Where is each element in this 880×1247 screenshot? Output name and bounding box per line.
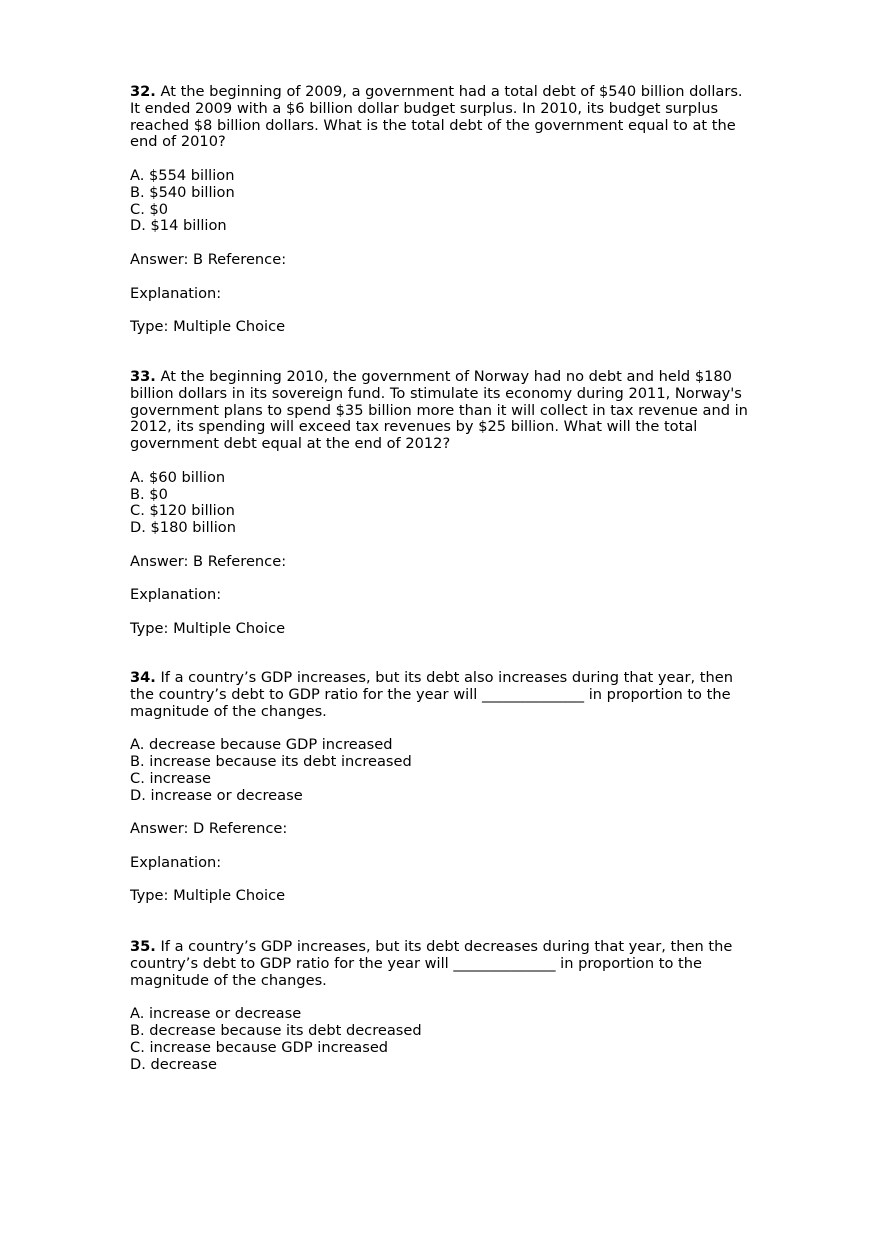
option-c: C. $0 <box>130 200 169 218</box>
option-b: B. $0 <box>130 485 168 503</box>
type-line: Type: Multiple Choice <box>130 887 286 905</box>
option-b: B. increase because its debt increased <box>130 752 412 770</box>
answer-options <box>130 470 755 537</box>
explanation-line: Explanation: <box>130 853 222 871</box>
question-35 <box>130 939 755 1073</box>
option-a: A. $60 billion <box>130 468 226 486</box>
question-34 <box>130 670 755 905</box>
type-line: Type: Multiple Choice <box>130 619 286 637</box>
option-b: B. decrease because its debt decreased <box>130 1021 422 1039</box>
option-c: C. increase because GDP increased <box>130 1038 389 1056</box>
answer-line: Answer: B Reference: <box>130 552 287 570</box>
answer-options <box>130 168 755 235</box>
question-body: At the beginning 2010, the government of Norway had no debt and held $180 billion dollars in its sovereign fund. To stimulate its economy during 2011, Norway's government plans to spend $35 billion more than it will collect in tax revenue and in 2012, its spending will exceed tax revenues by $25 billion. What will the total government debt equal at the end of 2012? <box>130 368 748 453</box>
explanation-line: Explanation: <box>130 586 222 604</box>
option-c: C. $120 billion <box>130 502 235 520</box>
option-d: D. increase or decrease <box>130 786 303 804</box>
option-a: A. $554 billion <box>130 166 235 184</box>
question-number: 32. <box>130 83 156 100</box>
option-b: B. $540 billion <box>130 183 235 201</box>
question-text <box>130 670 755 720</box>
question-number: 35. <box>130 938 156 955</box>
answer-line: Answer: D Reference: <box>130 820 288 838</box>
answer-line: Answer: B Reference: <box>130 250 287 268</box>
answer-options <box>130 1006 755 1073</box>
question-32 <box>130 84 755 336</box>
question-text <box>130 939 755 989</box>
question-number: 34. <box>130 669 156 686</box>
explanation-line: Explanation: <box>130 284 222 302</box>
question-body: If a country’s GDP increases, but its debt decreases during that year, then the country’s debt to GDP ratio for the year will ______________ in proportion to the magnitude of the changes. <box>130 938 733 989</box>
question-body: If a country’s GDP increases, but its debt also increases during that year, then the country’s debt to GDP ratio for the year will ______________ in proportion to the magnitude of the changes. <box>130 669 733 720</box>
answer-options <box>130 737 755 804</box>
question-number: 33. <box>130 368 156 385</box>
option-a: A. decrease because GDP increased <box>130 736 393 754</box>
option-d: D. $180 billion <box>130 519 236 537</box>
option-d: D. $14 billion <box>130 217 227 235</box>
question-text <box>130 84 755 151</box>
question-body: At the beginning of 2009, a government had a total debt of $540 billion dollars. It ended 2009 with a $6 billion dollar budget surplus. In 2010, its budget surplus reached $8 billion dollars. What is the total debt of the government equal to at the end of 2010? <box>130 83 743 151</box>
option-c: C. increase <box>130 769 211 787</box>
type-line: Type: Multiple Choice <box>130 318 286 336</box>
option-d: D. decrease <box>130 1055 217 1073</box>
option-a: A. increase or decrease <box>130 1005 302 1023</box>
question-text <box>130 369 755 453</box>
question-33 <box>130 369 755 638</box>
